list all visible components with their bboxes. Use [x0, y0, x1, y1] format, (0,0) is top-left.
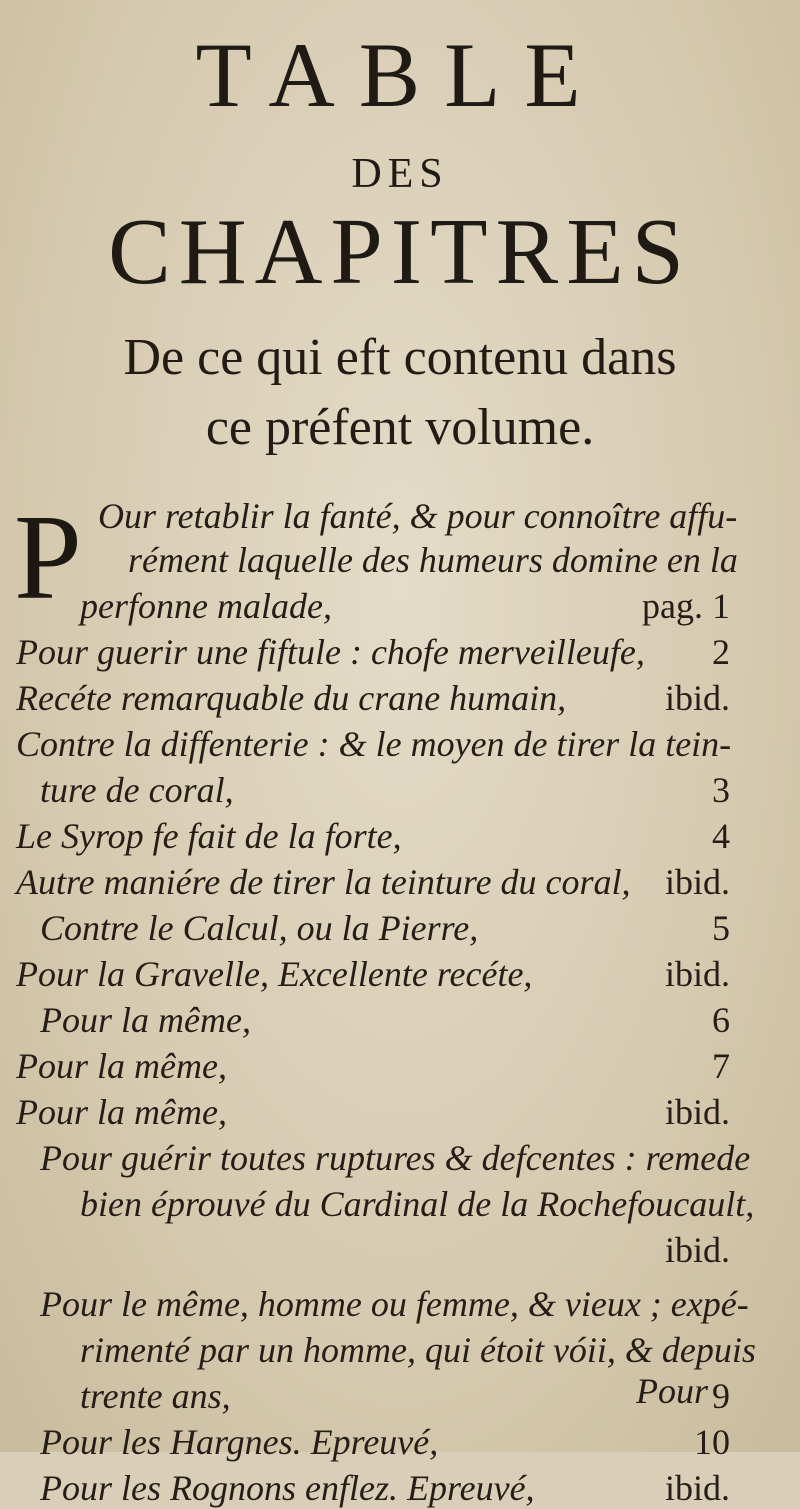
entry-page: 10 [694, 1422, 730, 1462]
entry-page: ibid. [664, 954, 730, 994]
entry-text: Pour guérir toutes ruptures & defcentes : remede [40, 1138, 751, 1178]
entry-page: 5 [712, 908, 730, 948]
table-title: TABLE [195, 24, 605, 126]
entry-page: 7 [712, 1046, 730, 1086]
entry-text: Pour la même, [40, 1000, 251, 1040]
entry-page: 3 [712, 770, 730, 810]
entry-text: Recéte remarquable du crane humain, [16, 678, 567, 718]
entry-text: Pour les Rognons enflez. Epreuvé, [40, 1468, 535, 1508]
entry-page: pag. 1 [642, 586, 730, 626]
drop-cap: P [14, 490, 82, 625]
entry-text: Pour guerir une fiftule : chofe merveilleufe, [16, 632, 645, 672]
entry-text: ture de coral, [40, 770, 234, 810]
entry-page: ibid. [664, 1092, 730, 1132]
entry-page: 2 [712, 632, 730, 672]
entry-page: ibid. [664, 678, 730, 718]
entry-text: Pour la même, [16, 1046, 227, 1086]
subtitle-line-2: ce préfent volume. [205, 399, 595, 456]
entry-text: trente ans, [80, 1376, 231, 1416]
entry-page: ibid. [664, 1468, 730, 1508]
entry-text: Le Syrop fe fait de la forte, [16, 816, 402, 856]
entry-text: rimenté par un homme, qui étoit vóii, & depuis [80, 1330, 756, 1370]
chapitres-title: CHAPITRES [108, 200, 692, 304]
entry-text: Pour la même, [16, 1092, 227, 1132]
entry-text: bien éprouvé du Cardinal de la Rochefoucault, [80, 1184, 755, 1224]
entry-text: Pour la Gravelle, Excellente recéte, [16, 954, 533, 994]
entry-text: Contre le Calcul, ou la Pierre, [40, 908, 479, 948]
des-title: DES [351, 151, 449, 197]
entry-page: 6 [712, 1000, 730, 1040]
catchword: Pour [636, 1371, 708, 1411]
entry-page: 4 [712, 816, 730, 856]
entry-page: ibid. [664, 1230, 730, 1270]
entry-text: perfonne malade, [80, 586, 332, 626]
entry-text: Autre maniére de tirer la teinture du coral, [16, 862, 631, 902]
entry-page: 9 [712, 1376, 730, 1416]
entry-page: ibid. [664, 862, 730, 902]
entry-text: Our retablir la fanté, & pour connoître affu- [98, 496, 738, 536]
entry-text: Contre la diffenterie : & le moyen de tirer la tein- [16, 724, 732, 764]
entry-text: Pour les Hargnes. Epreuvé, [40, 1422, 439, 1462]
entry-text: Pour le même, homme ou femme, & vieux ; expé- [40, 1284, 749, 1324]
subtitle-line-1: De ce qui eft contenu dans [123, 329, 677, 386]
entry-text: rément laquelle des humeurs domine en la [128, 540, 738, 580]
